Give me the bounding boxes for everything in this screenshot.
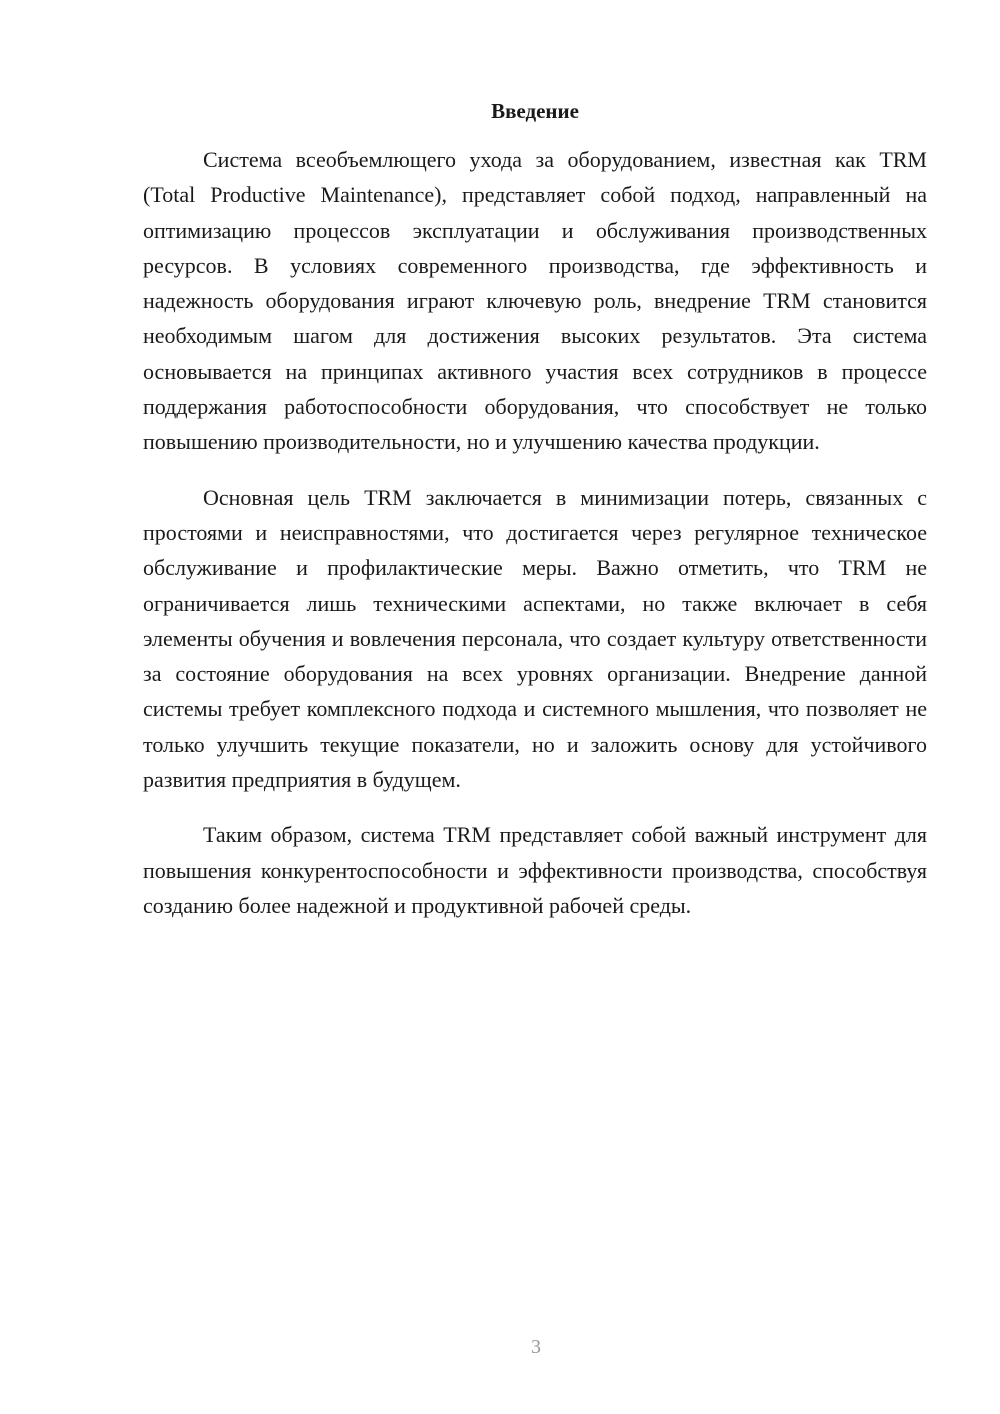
section-heading: Введение: [491, 99, 579, 123]
body-text: [143, 142, 927, 943]
paragraph-2: Основная цель TRM заключается в минимизации потерь, связанных с простоями и неисправностями, что достигается через регулярное техническое обслуживание и профилактические меры. Важно отметить, что TRM не ограничивается лишь техническими аспектами, но также включает в себя элементы обучения и вовлечения персонала, что создает культуру ответственности за состояние оборудования на всех уровнях организации. Внедрение данной системы требует комплексного подхода и системного мышления, что позволяет не только улучшить текущие показатели, но и заложить основу для устойчивого развития предприятия в будущем.: [143, 484, 927, 793]
paragraph-3: Таким образом, система TRM представляет собой важный инструмент для повышения конкурентоспособности и эффективности производства, способствуя созданию более надежной и продуктивной рабочей среды.: [143, 822, 927, 918]
page-number: 3: [531, 1336, 541, 1358]
paragraph-1: Система всеобъемлющего ухода за оборудованием, известная как TRM (Total Productive Maintenance), представляет собой подход, направленный на оптимизацию процессов эксплуатации и обслуживания производственных ресурсов. В условиях современного производства, где эффективность и надежность оборудования играют ключевую роль, внедрение TRM становится необходимым шагом для достижения высоких результатов. Эта система основывается на принципах активного участия всех сотрудников в процессе поддержания работоспособности оборудования, что способствует не только повышению производительности, но и улучшению качества продукции.: [143, 147, 927, 455]
